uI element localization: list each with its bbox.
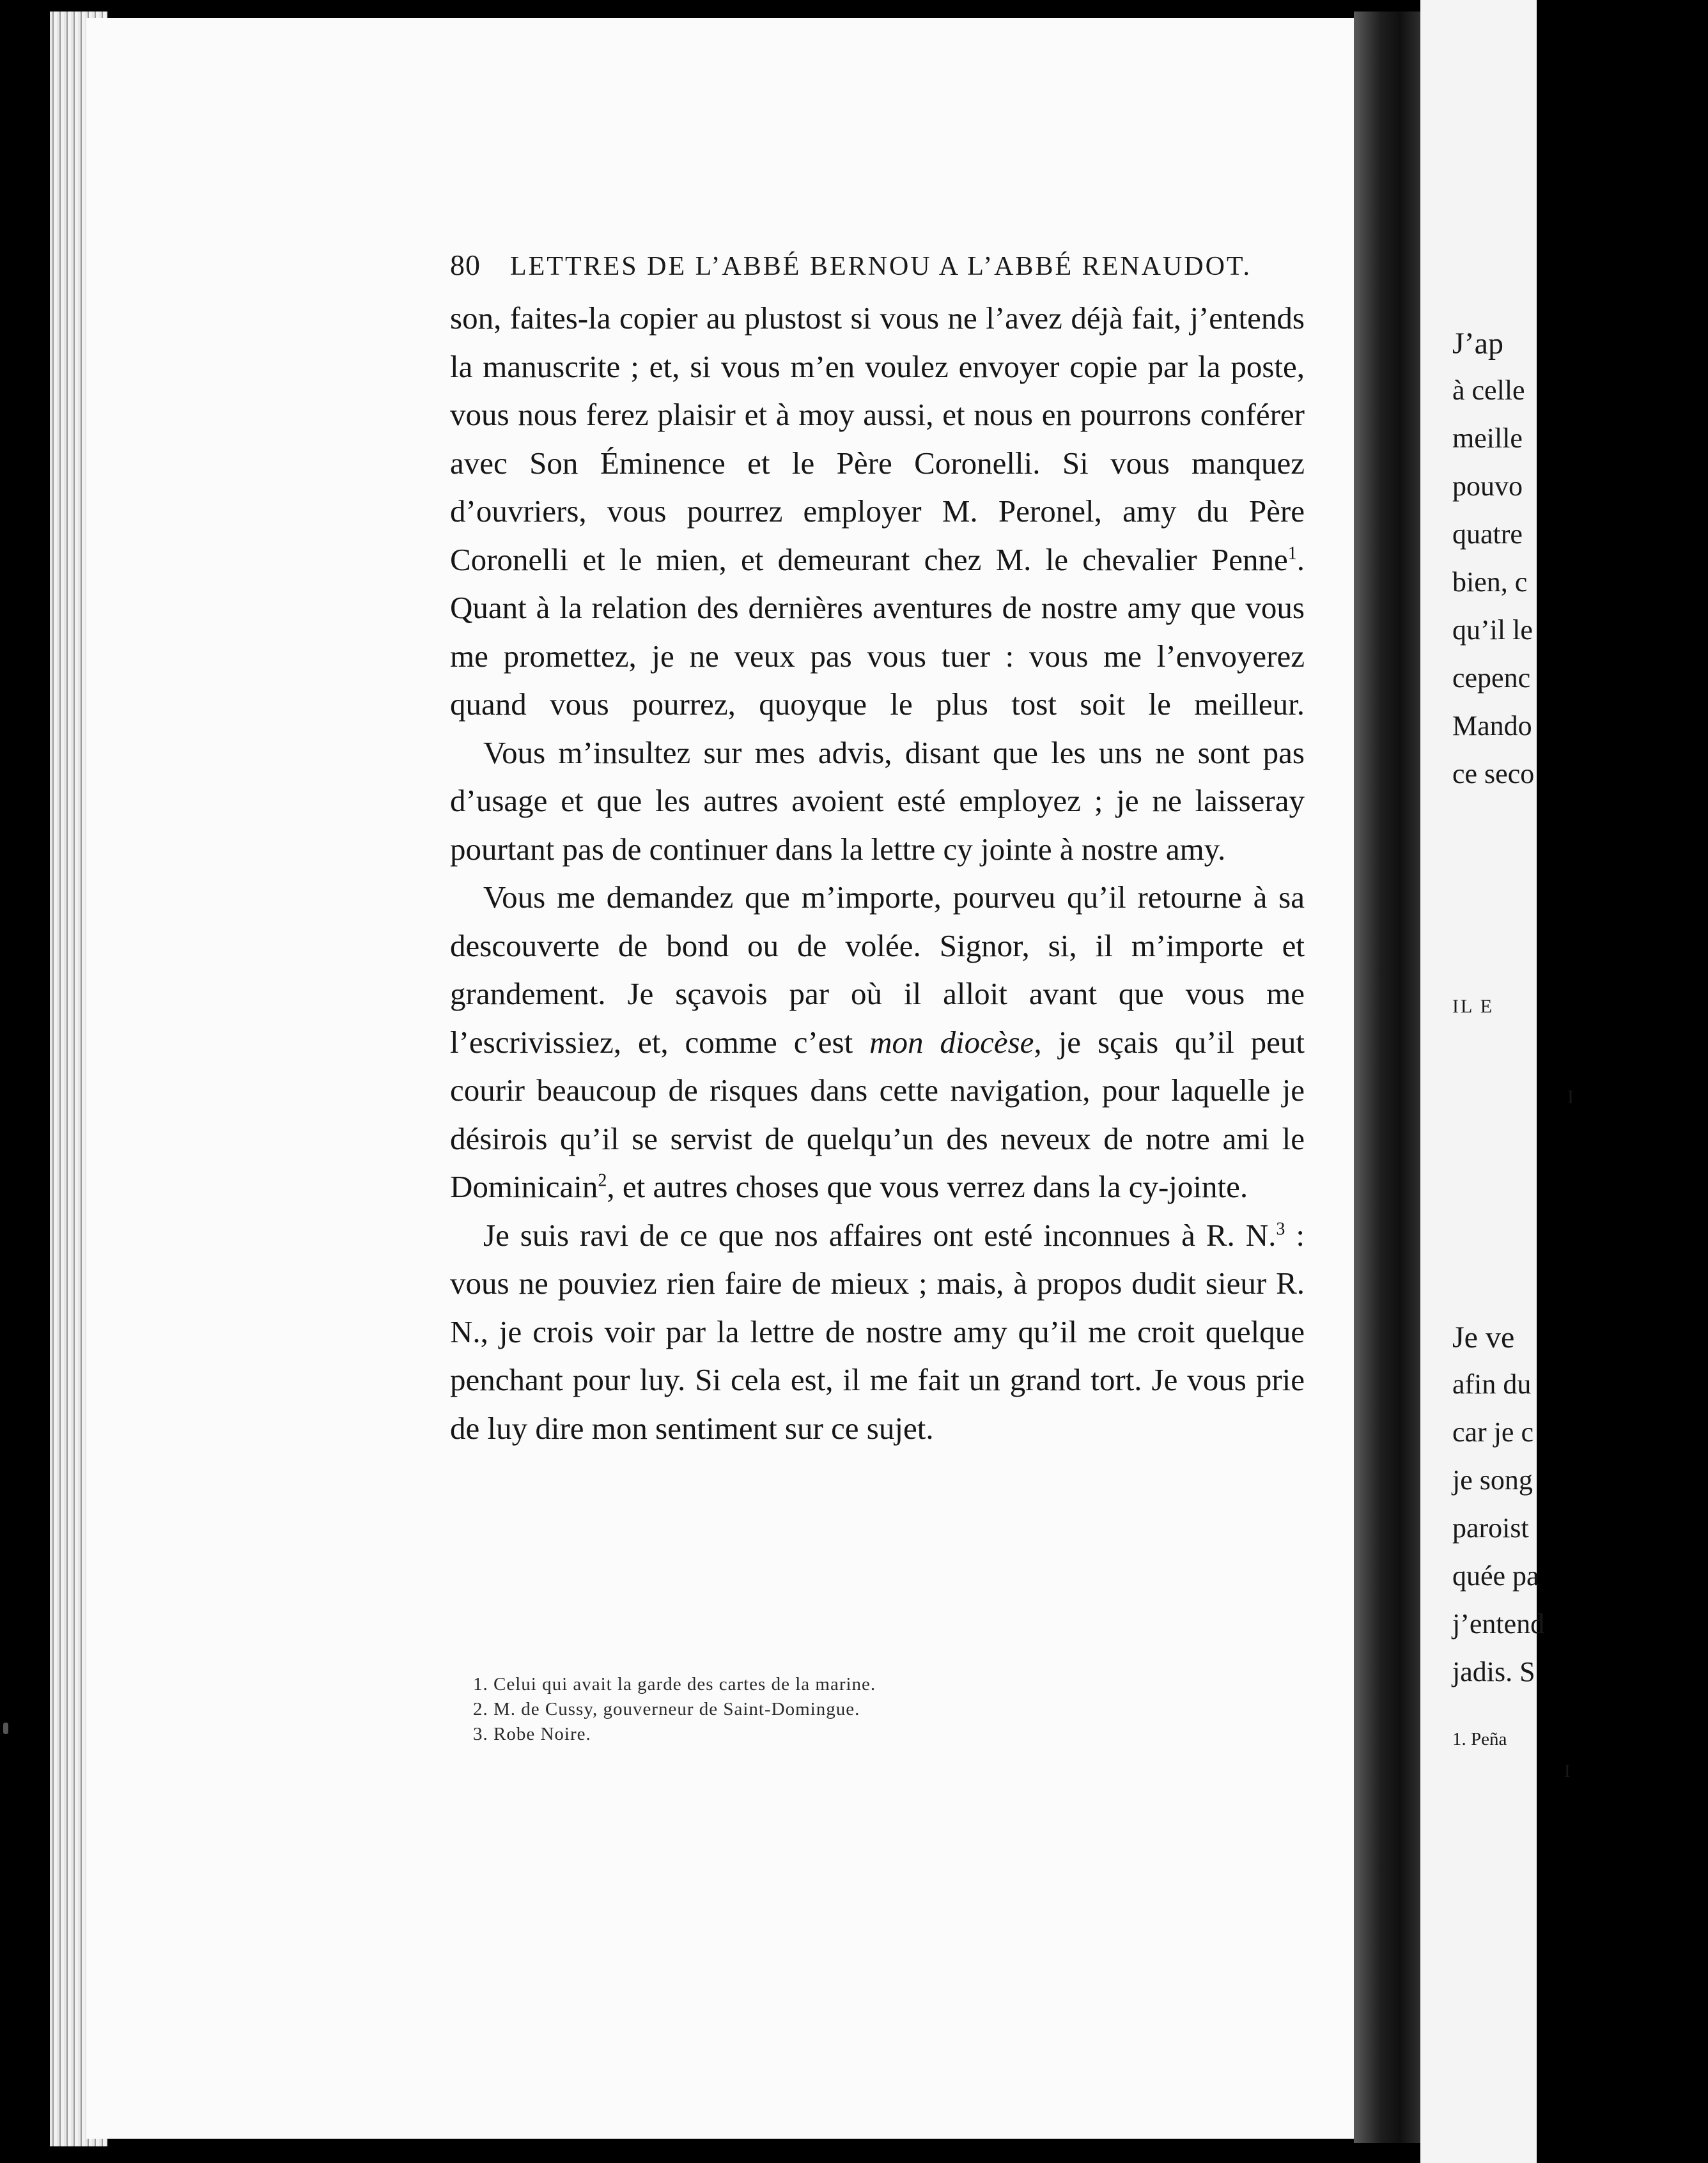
scan-speck	[3, 1723, 8, 1734]
right-line: 1. Peña	[1452, 1729, 1507, 1749]
text-run: Vous me demandez que m’importe, pourveu qu’il retourne à sa descouverte de bond ou de volée. Signor, si, il m’importe et grandement. Je sçavois par où il alloit avant que vous me l’escrivissiez, et, comme c’est	[450, 880, 1305, 1060]
text-run: : vous ne pouviez rien faire de mieux ; mais, à propos dudit sieur R. N., je crois voir par la lettre de nostre amy qu’il me croit quelque penchant pour luy. Si cela est, il me fait un grand tort. Je vous prie de luy dire mon sentiment sur ce sujet.	[450, 1217, 1305, 1446]
footnote-ref: 2	[598, 1170, 607, 1191]
right-line: Mando	[1452, 710, 1532, 741]
italic-text: mon diocèse,	[869, 1024, 1042, 1060]
body-text	[450, 294, 1305, 1452]
text-run: , et autres choses que vous verrez dans la cy-jointe.	[607, 1169, 1248, 1204]
right-line: paroist	[1452, 1512, 1529, 1544]
right-page	[1420, 0, 1574, 2163]
right-line: quée pa	[1452, 1560, 1539, 1592]
running-header	[450, 248, 1307, 282]
text-run: son, faites-la copier au plustost si vous ne l’avez déjà fait, j’entends la manuscrite ; et, si vous m’en voulez envoyer copie par la poste, vous nous ferez plaisir et à moy aussi, et nous en pourrons conférer avec Son Éminence et le Père Coronelli. Si vous manquez d’ouvriers, vous pourrez employer M. Peronel, amy du Père Coronelli et le mien, et demeurant chez M. le chevalier Penne	[450, 300, 1305, 577]
footnote-ref: 3	[1276, 1219, 1285, 1239]
text-run: Vous m’insultez sur mes advis, disant que les uns ne sont pas d’usage et que les autres avoient esté employez ; je ne laisseray pourtant pas de continuer dans la lettre cy jointe à nostre amy.	[450, 734, 1305, 867]
paragraph	[450, 294, 1305, 729]
paragraph	[450, 873, 1305, 1211]
right-line: cepenc	[1452, 662, 1531, 694]
footnote: 3. Robe Noire.	[473, 1724, 591, 1744]
right-line: quatre	[1452, 518, 1523, 550]
text-run: je sçais qu’il peut courir beaucoup de risques dans cette navigation, pour laquelle je désirois qu’il se servist de quelqu’un des neveux de notre ami le Dominicain	[450, 1024, 1305, 1204]
paragraph	[450, 729, 1305, 874]
right-line: j’entend	[1452, 1608, 1545, 1640]
text-run: . Quant à la relation des dernières aventures de nostre amy que vous me promettez, je ne veux pas vous tuer : vous me l’envoyerez quand vous pourrez, quoyque le plus tost soit le meilleur.	[450, 541, 1305, 722]
paragraph	[450, 1211, 1305, 1453]
right-line: J’ap	[1452, 327, 1503, 360]
footnotes	[473, 1672, 1240, 1747]
right-line: à celle	[1452, 375, 1525, 406]
book-gutter	[1354, 12, 1431, 2143]
right-line: Je ve	[1452, 1321, 1515, 1354]
right-line: jadis. S	[1452, 1656, 1535, 1687]
right-line: bien, c	[1452, 566, 1528, 598]
right-line: afin du	[1452, 1368, 1532, 1400]
footnote: 1. Celui qui avait la garde des cartes de la marine.	[473, 1674, 876, 1694]
page-number: 80	[450, 249, 481, 281]
right-line: IL E	[1452, 996, 1494, 1017]
footnote-ref: 1	[1287, 543, 1297, 564]
right-line: je song	[1452, 1464, 1533, 1496]
footnote: 2. M. de Cussy, gouverneur de Saint-Domingue.	[473, 1699, 860, 1719]
text-run: Je suis ravi de ce que nos affaires ont esté inconnues à R. N.	[483, 1217, 1277, 1253]
right-line: meille	[1452, 423, 1523, 454]
running-head-title: LETTRES DE L’ABBÉ BERNOU A L’ABBÉ RENAUDOT.	[510, 252, 1252, 281]
right-line: I	[1564, 1761, 1571, 1781]
right-line: pouvo	[1452, 470, 1523, 502]
right-line: qu’il le	[1452, 614, 1533, 646]
right-line: ce seco	[1452, 758, 1535, 789]
right-line: car je c	[1452, 1416, 1533, 1448]
right-line: I	[1567, 1087, 1574, 1108]
